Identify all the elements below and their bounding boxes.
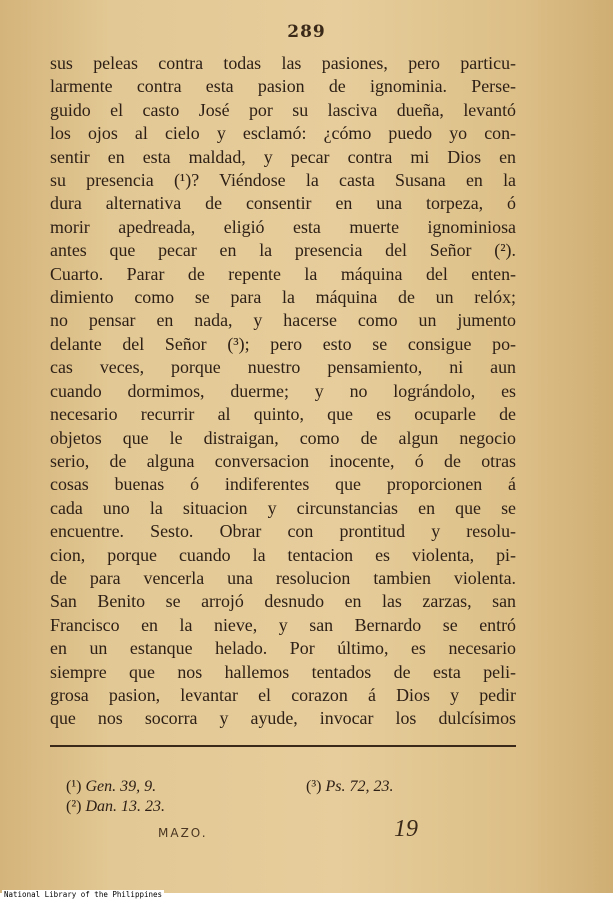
text-line: cosas buenas ó indiferentes que proporcionen á (50, 474, 516, 495)
text-line: de para vencerla una resolucion tambien violenta. (50, 567, 516, 588)
text-line: objetos que le distraigan, como de algun negocio (50, 427, 516, 448)
footnote-2 (66, 798, 165, 816)
text-line: los ojos al cielo y esclamó: ¿cómo puedo yo con- (50, 123, 516, 144)
text-line: no pensar en nada, y hacerse como un jumento (50, 310, 516, 331)
text-line: cada uno la situacion y circunstancias en que se (50, 497, 516, 518)
signature-mark: MAZO. (158, 826, 208, 840)
text-line: morir apedreada, eligió esta muerte ignominiosa (50, 216, 516, 237)
footnote-reference: Dan. 13. 23. (85, 798, 166, 815)
text-line: en un estanque helado. Por último, es necesario (50, 638, 516, 659)
text-line: serio, de alguna conversacion inocente, ó de otras (50, 450, 516, 471)
text-line: dimiento como se para la máquina de un relóx; (50, 287, 516, 308)
text-line: delante del Señor (³); pero esto se consigue po- (50, 333, 516, 354)
text-line: cuando dormimos, duerme; y no lográndolo, es (50, 380, 516, 401)
text-line: encuentre. Sesto. Obrar con prontitud y resolu- (50, 521, 516, 542)
footnote-divider (50, 745, 516, 747)
text-line: sus peleas contra todas las pasiones, pero particu- (50, 53, 516, 73)
body-text (50, 52, 516, 731)
footnote-3 (306, 778, 393, 796)
footnote-1 (66, 778, 156, 796)
text-line: cas veces, porque nuestro pensamiento, ni aun (50, 357, 516, 378)
library-credit: National Library of the Philippines (4, 890, 163, 899)
text-line: que nos socorra y ayude, invocar los dulcísimos (50, 708, 516, 729)
text-line: cion, porque cuando la tentacion es violenta, pi- (50, 544, 516, 565)
text-line: antes que pecar en la presencia del Señor (²). (50, 240, 516, 261)
footnote-reference: Gen. 39, 9. (85, 778, 157, 795)
footnote-mark: (³) (306, 778, 322, 795)
text-line: su presencia (¹)? Viéndose la casta Susana en la (50, 170, 516, 191)
text-line: San Benito se arrojó desnudo en las zarzas, san (50, 591, 516, 612)
footnote-reference: Ps. 72, 23. (325, 778, 394, 795)
text-line: necesario recurrir al quinto, que es ocuparle de (50, 404, 516, 425)
text-line: Cuarto. Parar de repente la máquina del enten- (50, 263, 516, 284)
text-line: grosa pasion, levantar el corazon á Dios y pedir (50, 684, 516, 705)
page-number: 289 (287, 22, 326, 42)
footnote-mark: (²) (66, 798, 82, 815)
text-line: dura alternativa de consentir en una torpeza, ó (50, 193, 516, 214)
sheet-number: 19 (394, 816, 418, 842)
text-line: larmente contra esta pasion de ignominia. Perse- (50, 76, 516, 97)
footnote-mark: (¹) (66, 778, 82, 795)
text-line: sentir en esta maldad, y pecar contra mi Dios en (50, 146, 516, 167)
text-line: siempre que nos hallemos tentados de esta peli- (50, 661, 516, 682)
text-line: guido el casto José por su lasciva dueña, levantó (50, 99, 516, 120)
text-line: Francisco en la nieve, y san Bernardo se entró (50, 614, 516, 635)
